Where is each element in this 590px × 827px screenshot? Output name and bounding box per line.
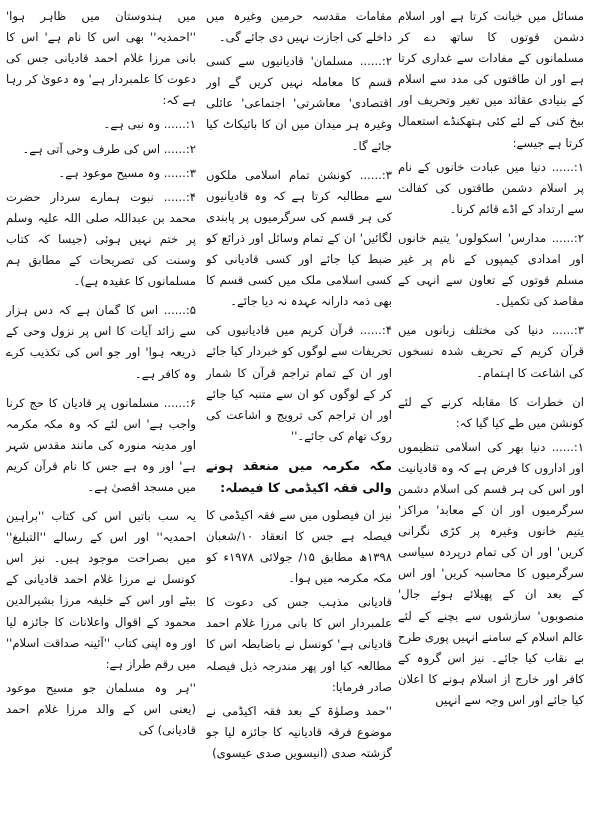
section-heading: مکہ مکرمہ میں منعقد ہونے والی فقہ اکیڈمی کا فیصلہ: [206,457,392,495]
text-column-right [398,6,584,821]
list-item: ۴:...... نبوت ہمارے سردار حضرت محمد بن عبداللہ صلی اللہ علیہ وسلم پر ختم نہیں ہوئی (جیسا کہ کتاب وسنت کی تصریحات کے مطابق ہم مسلمانوں کا عقیدہ ہے)۔ [6,189,196,289]
list-item: ۱:...... دنیا بھر کی اسلامی تنظیموں اور اداروں کا فرض ہے کہ وہ قادیانیت اور اس کی ہر قسم کی اسلام دشمن سرگرمیوں اور ان کے معابد' مراکز' یتیم خانوں وغیرہ پر کڑی نگرانی کریں' اور ان کی تمام درپردہ سیاسی سرگرمیوں کا محاسبہ کریں' اور اس کے بعد ان کے پھیلائے ہوئے جال' منصوبوں' سازشوں سے بچنے کے لئے عالم اسلام کے سامنے انہیں پوری طرح بے نقاب کیا جائے۔ نیز اس گروہ کے کافر اور خارج از اسلام ہونے کا اعلان کیا جائے اور اس وجہ سے انہیں [398,439,584,707]
list-item: ۲:...... مسلمان' قادیانیوں سے کسی قسم کا معاملہ نہیں کریں گے اور اقتصادی' معاشرتی' اجتماعی' عائلی وغیرہ ہر میدان میں ان کا بائیکاٹ کیا جائے گا۔ [206,54,392,153]
list-item: ۳:...... وہ مسیح موعود ہے۔ [58,165,196,180]
list-item: ۱:...... دنیا میں عبادت خانوں کے نام پر اسلام دشمن طاقتوں کی کفالت سے ارتداد کے اڈے قائم کرنا۔ [398,159,584,216]
paragraph: میں ہندوستان میں ظاہر ہوا' ''احمدیہ'' بھی اس کا نام ہے' اس کا بانی مرزا غلام احمد قادیانی جس کی دعوت کا علمبردار ہے' وہ دعویٰ کر رہا ہے کہ: [6,9,196,108]
list-item: ۶:...... مسلمانوں پر قادیان کا حج کرنا واجب ہے' اس لئے کہ وہ مکہ مکرمہ اور مدینہ منورہ کی مانند مقدس شہر ہے' اور وہ ہے جس کا نام قرآن کریم میں مسجد اقصیٰ ہے۔ [6,395,196,494]
paragraph: ان خطرات کا مقابلہ کرنے کے لئے کونشن میں طے کیا گیا کہ: [398,394,584,430]
paragraph: نیز ان فیصلوں میں سے فقہ اکیڈمی کا فیصلہ ہے جس کا انعقاد ۱۰/شعبان ۱۳۹۸ھ مطابق ۱۵/ جولائی ۱۹۷۸ء کو مکہ مکرمہ میں ہوا۔ [206,507,392,586]
paragraph: یہ سب باتیں اس کی کتاب ''براہین احمدیہ'' اور اس کے رسالے ''التبلیغ'' میں بصراحت موجود ہیں۔ نیز اس کونسل نے مرزا غلام احمد قادیانی کے بیٹے اور اس کے خلیفہ مرزا بشیرالدین محمود کے اقوال واعلانات کا جائزہ لیا اور وہ اپنی کتاب ''آئینہ صداقت اسلام'' میں رقم طراز ہے: [6,509,196,671]
list-item: ۱:...... وہ نبی ہے۔ [103,117,196,132]
list-item: ۳:...... دنیا کی مختلف زبانوں میں قرآن کریم کے تحریف شدہ نسخوں کی اشاعت کا اہتمام۔ [398,323,584,380]
list-item: ۵:...... اس کا گمان ہے کہ دس ہزار سے زائد آیات کا اس پر نزول وحی کے ذریعہ ہوا' اور جو اس کی تکذیب کرے وہ کافر ہے۔ [6,303,196,381]
list-item: ۳:...... کونشن تمام اسلامی ملکوں سے مطالبہ کرتا ہے کہ وہ قادیانیوں کی ہر قسم کی سرگرمیوں پر پابندی لگائیں' ان کے تمام وسائل اور ذرائع کو ضبط کیا جائے اور کسی قادیانی کو کسی اسلامی ملک میں کسی قسم کا بھی ذمہ دارانہ عہدہ نہ دیا جائے۔ [206,167,392,309]
paragraph: قادیانی مذہب جس کی دعوت کا علمبردار اس کا بانی مرزا غلام احمد قادیانی ہے' کونسل نے باضابطہ اس کا مطالعہ کیا اور پھر مندرجہ ذیل فیصلہ صادر فرمایا: [206,595,392,694]
list-item: ۲:...... مدارس' اسکولوں' یتیم خانوں اور امدادی کیمپوں کے نام پر غیر مسلم قوتوں کے تعاون سے انہی کے مقاصد کی تکمیل۔ [398,230,584,309]
paragraph: مقامات مقدسہ حرمین وغیرہ میں داخلے کی اجازت نہیں دی جائے گی۔ [206,9,392,45]
list-item: ۲:...... اس کی طرف وحی آتی ہے۔ [22,141,196,156]
paragraph: مسائل میں خیانت کرتا ہے اور اسلام دشمن قوتوں کا ساتھ دے کر مسلمانوں کے مفادات سے غداری کرتا ہے اور ان طاقتوں کی مدد سے اسلام کے بنیادی عقائد میں تغیر وتحریف اور بیخ کنی کے لئے کئی ہتھکنڈے استعمال کرتا ہے جیسے: [398,9,584,150]
quotation: ''حمد وصلوٰۃ کے بعد فقہ اکیڈمی نے موضوع فرقہ قادیانیہ کا جائزہ لیا جو گزشتہ صدی (انیسویں صدی عیسوی) [206,703,392,760]
list-item: ۴:...... قرآن کریم میں قادیانیوں کی تحریفات سے لوگوں کو خبردار کیا جائے اور ان کے تمام تراجم قرآن کا شمار کر کے لوگوں کو ان سے متنبہ کیا جائے اور ان تراجم کی ترویج و اشاعت کی روک تھام کی جائے۔'' [206,323,392,443]
text-column-middle [206,6,392,821]
text-column-left [6,6,196,821]
quotation: ''ہر وہ مسلمان جو مسیح موعود (یعنی اس کے والد مرزا غلام احمد قادیانی) کی [6,680,196,737]
